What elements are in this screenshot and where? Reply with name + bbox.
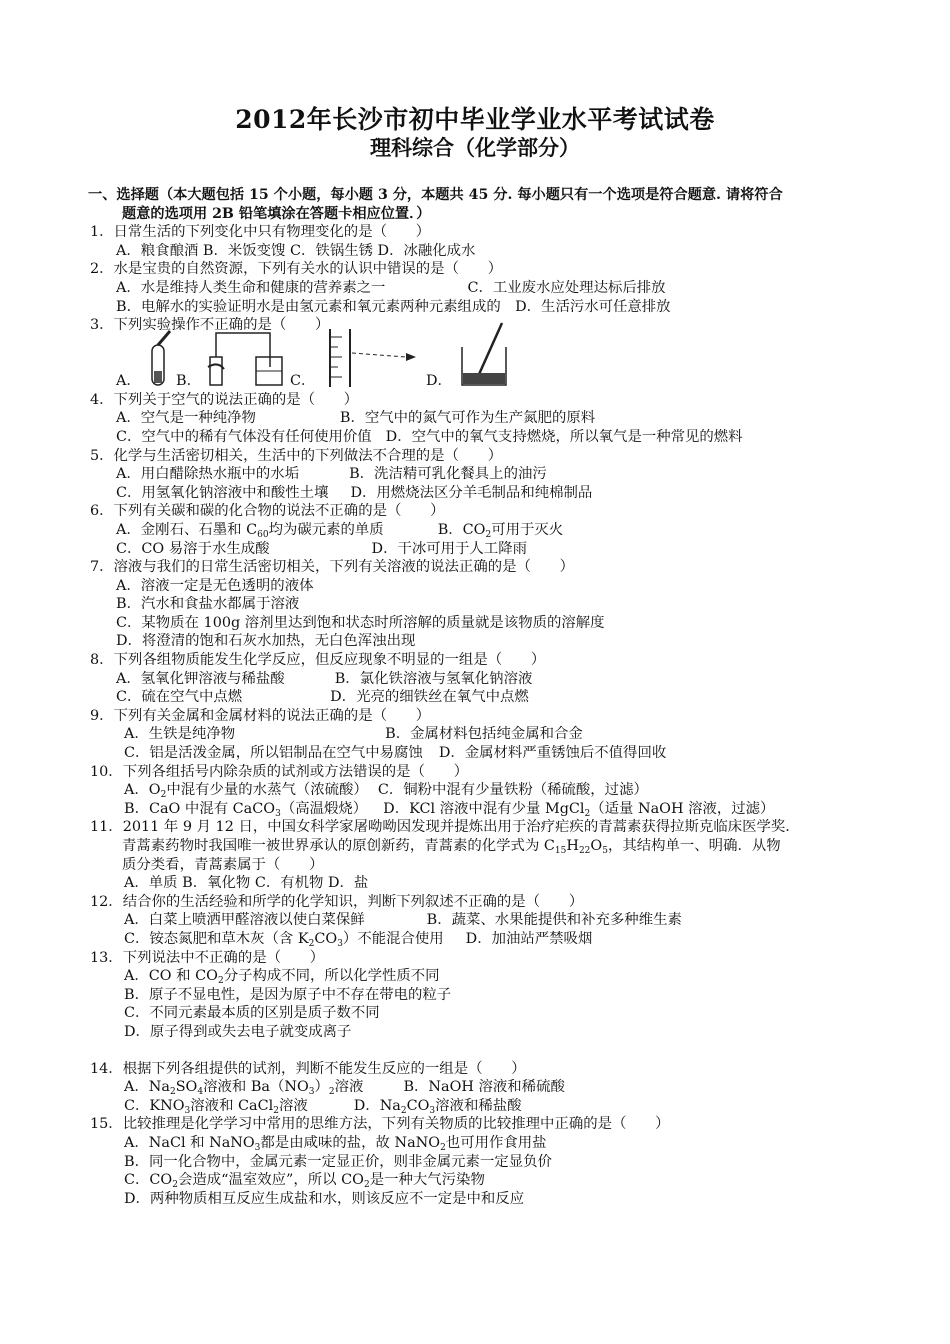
question-3-figures	[116, 335, 878, 391]
question-4-stem: 4．下列关于空气的说法正确的是（ ）	[90, 391, 359, 408]
question-13-option: D．原子得到或失去电子就变成离子	[124, 1023, 352, 1040]
question-15-option: B．同一化合物中，金属元素一定显正价，则非金属元素一定显负价	[124, 1153, 552, 1170]
question-2-option-row	[88, 279, 878, 298]
question-3-stem: 3．下列实验操作不正确的是（ ）	[90, 317, 330, 334]
question-7-option: B．汽水和食盐水都属于溶液	[116, 596, 300, 613]
option-c-label: C．	[290, 373, 316, 390]
question-2-stem: 2．水是宝贵的自然资源，下列有关水的认识中错误的是（ ）	[90, 261, 503, 278]
question-12-option-row: C．铵态氮肥和草木灰（含 $K_2CO_3$）不能混合使用 D．加油站严禁吸烟	[124, 930, 593, 949]
question-4-option-row: C．空气中的稀有气体没有任何使用价值 D．空气中的氧气支持燃烧，所以氧气是一种常见的燃料	[116, 428, 743, 445]
question-2-option-row: B．电解水的实验证明水是由氢元素和氧元素两种元素组成的 D．生活污水可任意排放	[116, 298, 671, 315]
question-11-stem-cont: 青蒿素药物时我国唯一被世界承认的原创新药，青蒿素的化学式为 $C_{15}H_{22}O_5$，其结构单一、明确．从物	[122, 838, 781, 856]
question-10-option-row: B．CaO 中混有 CaCO$_3$（高温煅烧） D．KCl 溶液中混有少量 MgCl$_2$（适量 NaOH 溶液，过滤）	[124, 800, 775, 819]
question-10-option-row: A．$O_2$中混有少量的水蒸气（浓硫酸） C．铜粉中混有少量铁粉（稀硫酸，过滤）	[124, 782, 648, 801]
question-15-option: C．$CO_2$会造成“温室效应”，所以 $CO_2$是一种大气污染物	[124, 1172, 485, 1191]
question-14-option-row: A．$Na_2SO_4$溶液和 $Ba(NO_3)_2$溶液 B．NaOH 溶液和稀硫酸	[124, 1079, 565, 1098]
question-8-option-row: A．氢氧化钾溶液与稀盐酸 B．氯化铁溶液与氢氧化钠溶液	[116, 670, 533, 687]
question-11-options: A．单质 B．氧化物 C．有机物 D．盐	[124, 875, 369, 892]
option-a-label: A．	[116, 373, 141, 390]
question-12-stem: 12．结合你的生活经验和所学的化学知识，判断下列叙述不正确的是（ ）	[90, 893, 584, 910]
question-1-options: A．粮食酿酒 B．米饭变馊 C．铁锅生锈 D．冰融化成水	[116, 242, 476, 259]
option-b-label: B．	[176, 373, 201, 390]
question-5-stem: 5．化学与生活密切相关，生活中的下列做法不合理的是（ ）	[90, 447, 503, 464]
question-5-option-row: C．用氢氧化钠溶液中和酸性土壤 D．用燃烧法区分羊毛制品和纯棉制品	[116, 484, 593, 501]
question-15-stem: 15．比较推理是化学学习中常用的思维方法，下列有关物质的比较推理中正确的是（ ）	[90, 1116, 670, 1133]
gas-tightness-apparatus-icon	[208, 327, 286, 389]
question-4-option-row: A．空气是一种纯净物 B．空气中的氮气可作为生产氮肥的原料	[116, 410, 596, 427]
question-7-option: A．溶液一定是无色透明的液体	[116, 577, 314, 594]
question-11-stem-cont: 质分类看，青蒿素属于（ ）	[122, 856, 324, 873]
question-13-option: A．CO 和 $CO_2$分子构成不同，所以化学性质不同	[124, 968, 440, 987]
question-8-stem: 8．下列各组物质能发生化学反应，但反应现象不明显的一组是（ ）	[90, 652, 546, 669]
question-5-option-row: A．用白醋除热水瓶中的水垢 B．洗洁精可乳化餐具上的油污	[116, 466, 547, 483]
option-d-label: D．	[426, 373, 452, 390]
question-15-option: A．NaCl 和 NaNO$_3$都是由咸味的盐，故 NaNO$_2$也可用作食用盐	[124, 1134, 547, 1153]
option-a: A．水是维持人类生命和健康的营养素之一	[116, 279, 386, 296]
page-subtitle: 理科综合（化学部分）	[370, 135, 580, 160]
section-heading: 一、选择题（本大题包括 15 个小题，每小题 3 分，本题共 45 分. 每小题只有一个选项是符合题意. 请将符合 题意的选项用 2B 铅笔填涂在答题卡相应位置．）	[88, 187, 783, 222]
question-9-option-row: C．铝是活泼金属，所以铝制品在空气中易腐蚀 D．金属材料严重锈蚀后不值得回收	[124, 745, 667, 762]
question-13-stem: 13．下列说法中不正确的是（ ）	[90, 949, 325, 966]
question-14-option-row: C．$KNO_3$溶液和 CaCl$_2$溶液 D．$Na_2CO_3$溶液和稀盐酸	[124, 1097, 522, 1116]
question-6-stem: 6．下列有关碳和碳的化合物的说法不正确的是（ ）	[90, 503, 445, 520]
question-1-stem: 1．日常生活的下列变化中只有物理变化的是（ ）	[90, 224, 431, 241]
option-c: C．工业废水应处理达标后排放	[467, 279, 666, 296]
question-7-stem: 7．溶液与我们的日常生活密切相关，下列有关溶液的说法正确的是（ ）	[90, 559, 575, 576]
question-15-option: D．两种物质相互反应生成盐和水，则该反应不一定是中和反应	[124, 1190, 525, 1207]
page-title: 2012年长沙市初中毕业学业水平考试试卷	[235, 105, 715, 134]
question-6-option-row: C．CO 易溶于水生成酸 D．干冰可用于人工降雨	[116, 540, 527, 557]
beaker-stirring-icon	[456, 323, 516, 389]
test-tube-dropper-icon	[146, 331, 178, 389]
question-6-option-row: A．金刚石、石墨和 $C_{60}$均为碳元素的单质 B．$CO_2$可用于灭火	[116, 521, 564, 540]
question-12-option-row: A．白菜上喷洒甲醛溶液以使白菜保鲜 B．蔬菜、水果能提供和补充多种维生素	[124, 912, 682, 929]
question-list	[88, 186, 878, 1208]
question-11-stem: 11．2011 年 9 月 12 日，中国女科学家屠呦呦因发现并提炼出用于治疗疟疾的青蒿素获得拉斯克临床医学奖.	[90, 819, 790, 836]
question-10-stem: 10．下列各组括号内除杂质的试剂或方法错误的是（ ）	[90, 763, 469, 780]
question-9-option-row: A．生铁是纯净物 B．金属材料包括纯金属和合金	[124, 726, 583, 743]
graduated-cylinder-reading-icon	[320, 327, 420, 389]
question-13-option: C．不同元素最本质的区别是质子数不同	[124, 1005, 380, 1022]
question-8-option-row: C．硫在空气中点燃 D．光亮的细铁丝在氧气中点燃	[116, 689, 529, 706]
question-9-stem: 9．下列有关金属和金属材料的说法正确的是（ ）	[90, 707, 431, 724]
question-13-option: B．原子不显电性，是因为原子中不存在带电的粒子	[124, 986, 452, 1003]
question-14-stem: 14．根据下列各组提供的试剂，判断不能发生反应的一组是（ ）	[90, 1060, 526, 1077]
question-7-option: C．某物质在 100g 溶剂里达到饱和状态时所溶解的质量就是该物质的溶解度	[116, 614, 605, 631]
question-7-option: D．将澄清的饱和石灰水加热，无白色浑浊出现	[116, 633, 416, 650]
